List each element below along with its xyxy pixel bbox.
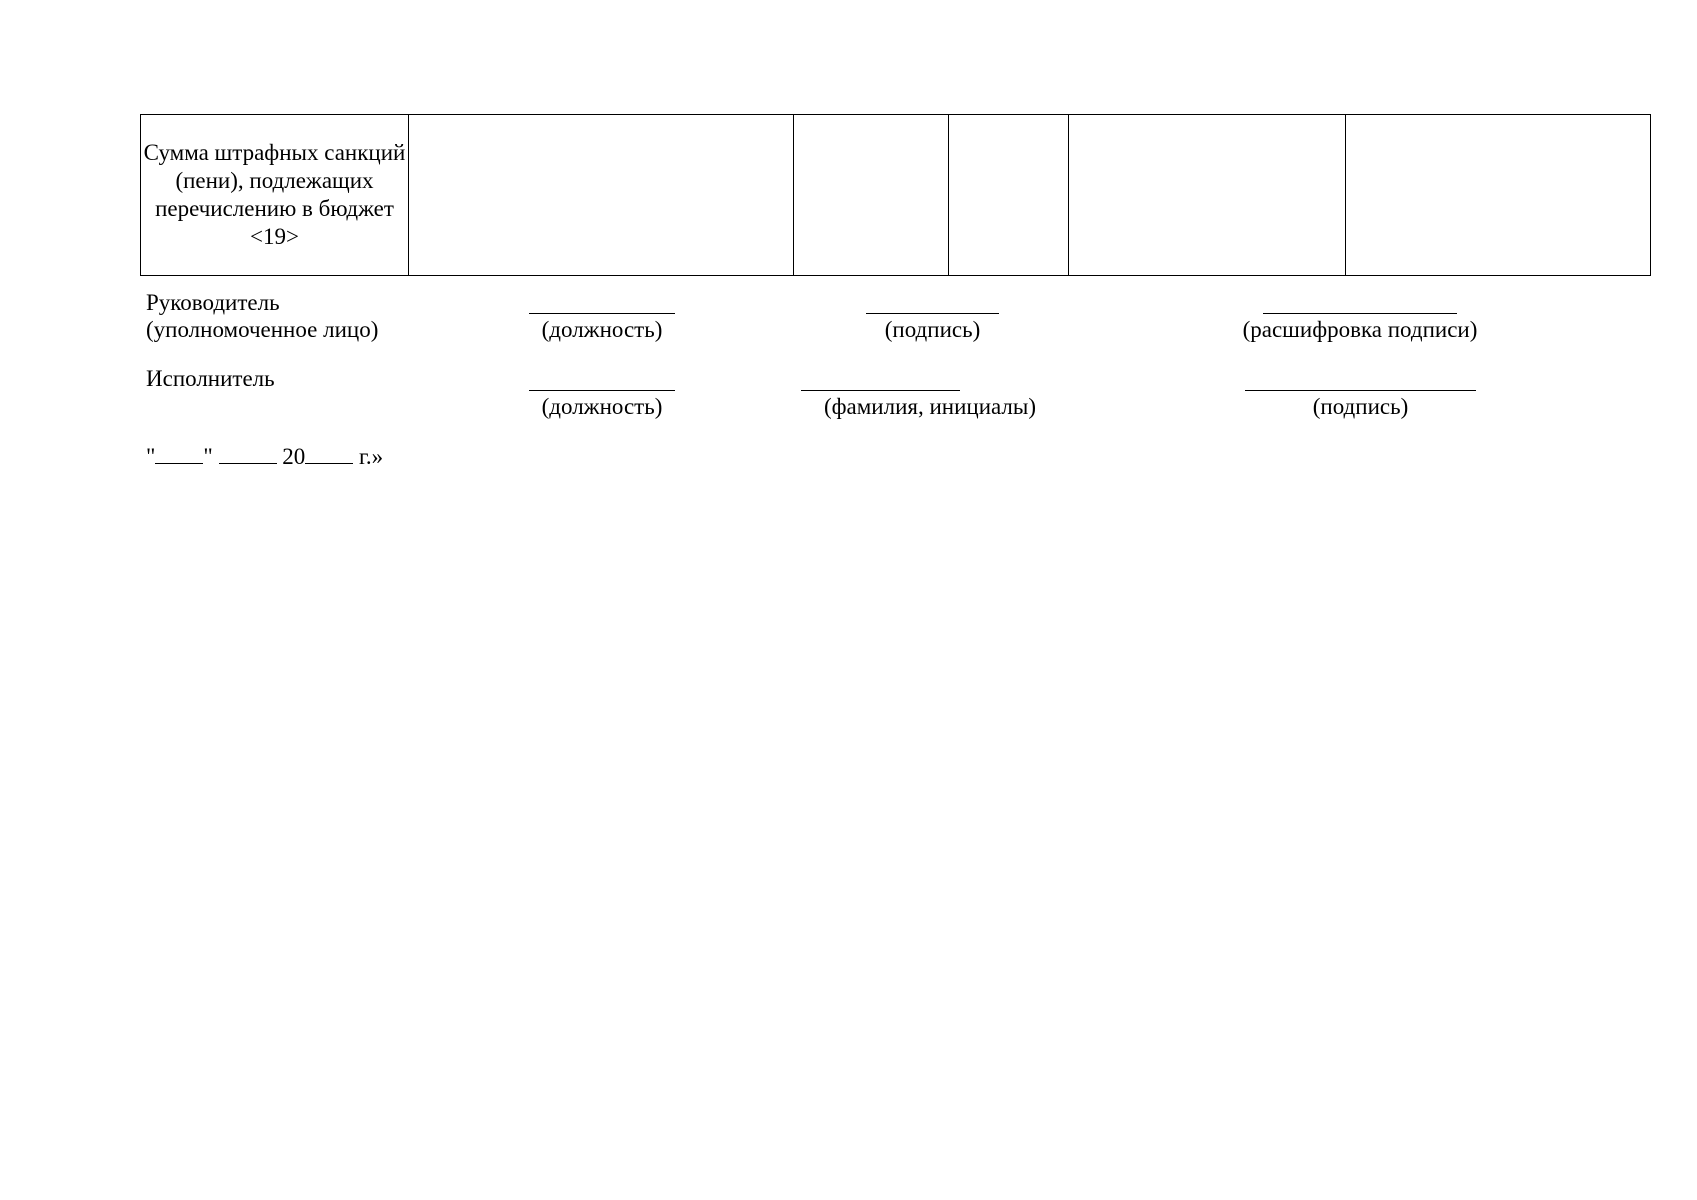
head-signature-caption: (подпись)	[884, 317, 981, 342]
head-position-caption: (должность)	[541, 317, 663, 342]
date-suffix: г.»	[359, 444, 384, 469]
executor-signature-caption: (подпись)	[1312, 394, 1409, 419]
date-month-blank[interactable]	[219, 443, 277, 464]
row-label-cell	[141, 115, 409, 276]
table-cell-empty[interactable]	[409, 115, 794, 276]
head-sublabel: (уполномоченное лицо)	[146, 317, 379, 342]
head-position-line[interactable]	[529, 313, 675, 314]
date-year-prefix: 20	[282, 444, 306, 469]
head-decoding-line[interactable]	[1263, 313, 1457, 314]
head-label: Руководитель	[146, 290, 280, 315]
table-cell-empty[interactable]	[1346, 115, 1651, 276]
executor-position-line[interactable]	[529, 390, 675, 391]
date-close-quote: "	[203, 444, 213, 469]
date-open-quote: "	[146, 444, 156, 469]
executor-signature-line[interactable]	[1245, 390, 1476, 391]
row-label: Сумма штрафных санкций (пени), подлежащих перечислению в бюджет <19>	[143, 140, 406, 249]
executor-label: Исполнитель	[146, 366, 275, 391]
date-year-blank[interactable]	[305, 443, 353, 464]
table-cell-empty[interactable]	[794, 115, 949, 276]
date-day-blank[interactable]	[155, 443, 203, 464]
head-decoding-caption: (расшифровка подписи)	[1242, 317, 1478, 342]
head-signature-line[interactable]	[866, 313, 999, 314]
penalty-table	[140, 114, 1651, 276]
executor-name-line[interactable]	[801, 390, 960, 391]
executor-name-caption: (фамилия, инициалы)	[823, 394, 1037, 419]
date-line	[146, 443, 383, 470]
penalty-row	[141, 115, 1651, 276]
table-cell-empty[interactable]	[949, 115, 1069, 276]
executor-position-caption: (должность)	[541, 394, 663, 419]
table-cell-empty[interactable]	[1069, 115, 1346, 276]
